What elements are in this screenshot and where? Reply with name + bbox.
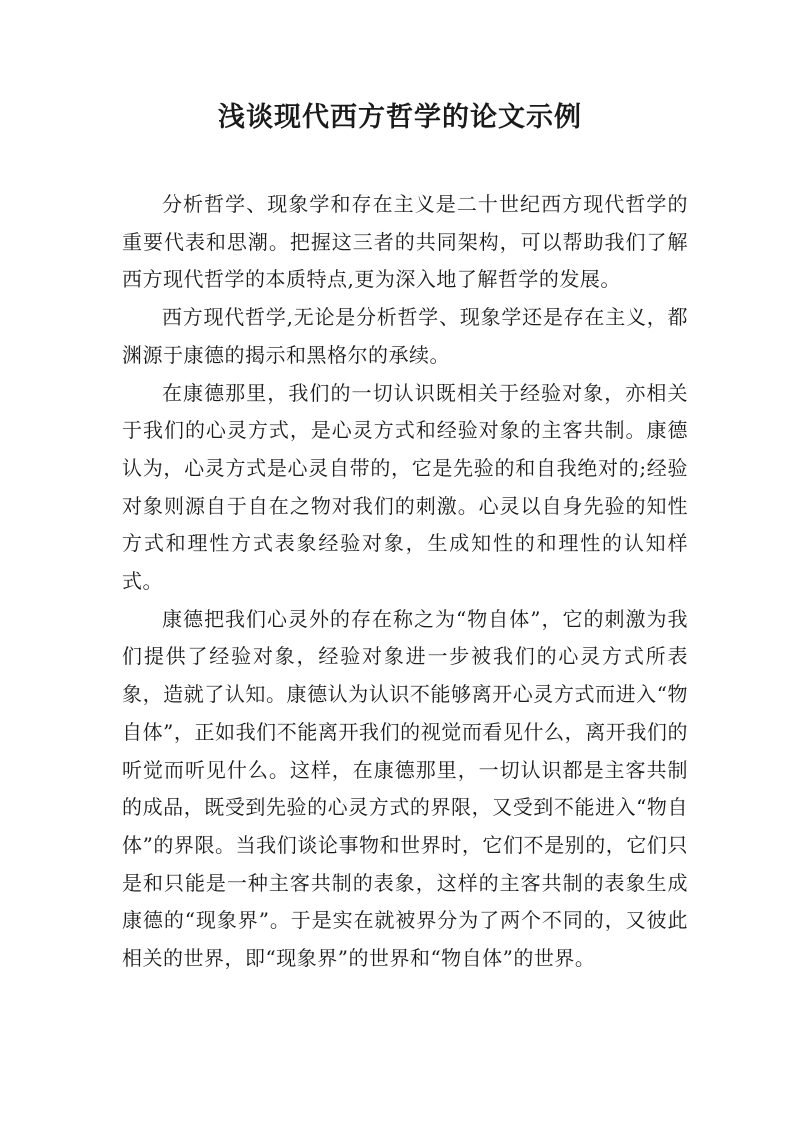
document-body <box>122 186 688 978</box>
document-title: 浅谈现代西方哲学的论文示例 <box>218 102 582 133</box>
paragraph-2: 西方现代哲学,无论是分析哲学、现象学还是存在主义，都渊源于康德的揭示和黑格尔的承续。 <box>122 305 688 367</box>
paragraph-4: 康德把我们心灵外的存在称之为“物自体”，它的刺激为我们提供了经验对象，经验对象进一步被我们的心灵方式所表象，造就了认知。康德认为认识不能够离开心灵方式而进入“物自体”，正如我们不能离开我们的视觉而看见什么，离开我们的听觉而听见什么。这样，在康德那里，一切认识都是主客共制的成品，既受到先验的心灵方式的界限，又受到不能进入“物自体”的界限。当我们谈论事物和世界时，它们不是别的，它们只是和只能是一种主客共制的表象，这样的主客共制的表象生成康德的“现象界”。于是实在就被界分为了两个不同的，又彼此相关的世界，即“现象界”的世界和“物自体”的世界。 <box>122 606 688 971</box>
paragraph-1: 分析哲学、现象学和存在主义是二十世纪西方现代哲学的重要代表和思潮。把握这三者的共同架构，可以帮助我们了解西方现代哲学的本质特点,更为深入地了解哲学的发展。 <box>122 192 688 292</box>
paragraph-3: 在康德那里，我们的一切认识既相关于经验对象，亦相关于我们的心灵方式，是心灵方式和经验对象的主客共制。康德认为，心灵方式是心灵自带的，它是先验的和自我绝对的;经验对象则源自于自在之物对我们的刺激。心灵以自身先验的知性方式和理性方式表象经验对象，生成知性的和理性的认知样式。 <box>122 380 688 594</box>
